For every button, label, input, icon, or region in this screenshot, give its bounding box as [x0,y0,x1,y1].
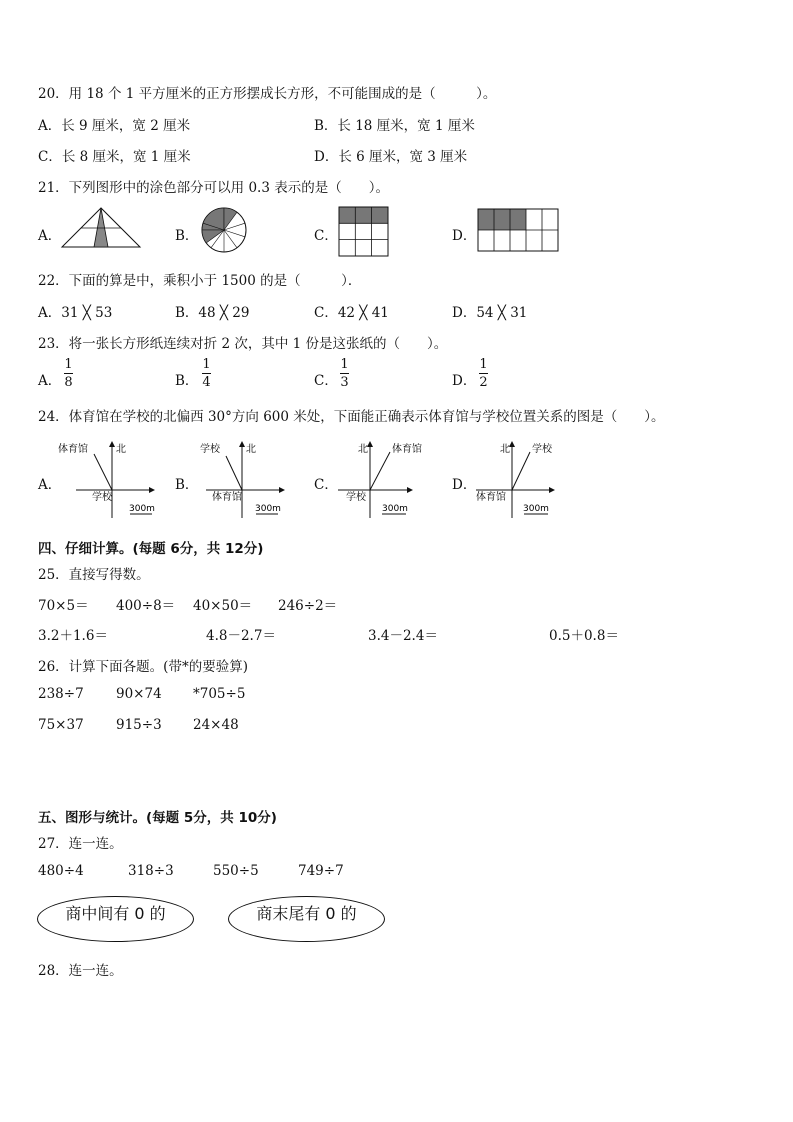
q27-stem: 27．连一连。 [38,836,123,852]
svg-text:体育馆: 体育馆 [58,444,88,455]
q25-item: 3.4－2.4＝ [368,628,438,644]
svg-text:北: 北 [500,444,510,455]
q22-option-d[interactable]: D．54 ╳ 31 [452,305,528,321]
q22-stem: 22．下面的算是中，乘积小于 1500 的是（ ）． [38,273,362,289]
svg-text:学校: 学校 [532,444,552,455]
q24-figure-a [58,438,158,522]
q24-figure-c [336,438,436,522]
svg-text:学校: 学校 [346,492,366,503]
q25-item: 40×50＝ [193,598,253,614]
q26-item: 75×37 [38,717,84,733]
svg-text:北: 北 [246,444,256,455]
svg-text:学校: 学校 [200,444,220,455]
q23-stem: 23．将一张长方形纸连续对折 2 次，其中 1 份是这张纸的（ ）。 [38,336,448,352]
q24-stem: 24．体育馆在学校的北偏西 30°方向 600 米处，下面能正确表示体育馆与学校位置关系的图是（ ）。 [38,409,665,425]
q23-fraction-c: 1 3 [340,357,349,390]
q25-item: 4.8－2.7＝ [206,628,276,644]
q21-stem: 21．下列图形中的涂色部分可以用 0.3 表示的是（ ）。 [38,180,389,196]
q21-option-a[interactable]: A． [38,228,62,244]
q24-option-a[interactable]: A． [38,477,62,493]
q24-figure-b [198,438,298,522]
q26-item: 915÷3 [116,717,162,733]
q22-option-b[interactable]: B．48 ╳ 29 [175,305,250,321]
q28-stem: 28．连一连。 [38,963,123,979]
q21-option-c[interactable]: C． [314,228,338,244]
q27-expression[interactable]: 480÷4 [38,863,84,879]
q23-fraction-d: 1 2 [479,357,488,390]
q23-fraction-b: 1 4 [202,357,211,390]
svg-text:300m: 300m [523,504,549,514]
q26-item: 238÷7 [38,686,84,702]
q24-option-c[interactable]: C． [314,477,338,493]
q21-option-d[interactable]: D． [452,228,477,244]
q25-item: 0.5＋0.8＝ [549,628,619,644]
q23-option-b[interactable]: B． [175,373,199,389]
q27-expression[interactable]: 318÷3 [128,863,174,879]
q24-option-b[interactable]: B． [175,477,199,493]
q27-oval-end-zero[interactable]: 商末尾有 0 的 [228,896,385,942]
q25-item: 246÷2＝ [278,598,338,614]
q22-option-c[interactable]: C．42 ╳ 41 [314,305,389,321]
q27-oval-middle-zero[interactable]: 商中间有 0 的 [37,896,194,942]
q26-stem: 26．计算下面各题。(带*的要验算) [38,659,248,675]
section-4-title: 四、仔细计算。(每题 6分，共 12分) [38,541,264,557]
q24-option-d[interactable]: D． [452,477,477,493]
q20-option-d[interactable]: D．长 6 厘米，宽 3 厘米 [314,149,468,165]
q21-figure-b [200,206,248,254]
svg-text:300m: 300m [382,504,408,514]
q23-option-a[interactable]: A． [38,373,62,389]
svg-text:300m: 300m [129,504,155,514]
q27-expression[interactable]: 749÷7 [298,863,344,879]
q21-figure-d [477,208,561,254]
q26-item: 90×74 [116,686,162,702]
svg-text:学校: 学校 [92,492,112,503]
svg-text:体育馆: 体育馆 [392,444,422,455]
q24-figure-d [474,438,574,522]
q23-fraction-a: 1 8 [64,357,73,390]
q25-item: 3.2＋1.6＝ [38,628,108,644]
svg-text:北: 北 [116,444,126,455]
q26-item: 24×48 [193,717,239,733]
q25-stem: 25．直接写得数。 [38,567,150,583]
svg-text:体育馆: 体育馆 [212,492,242,503]
svg-text:体育馆: 体育馆 [476,492,506,503]
q27-expression[interactable]: 550÷5 [213,863,259,879]
q25-item: 70×5＝ [38,598,89,614]
q23-option-c[interactable]: C． [314,373,338,389]
q20-stem: 20．用 18 个 1 平方厘米的正方形摆成长方形，不可能围成的是（ ）。 [38,86,497,102]
q26-item: *705÷5 [193,686,246,702]
section-5-title: 五、图形与统计。(每题 5分，共 10分) [38,810,277,826]
svg-text:北: 北 [358,444,368,455]
q21-figure-a [60,206,142,250]
q25-item: 400÷8＝ [116,598,176,614]
q21-figure-c [338,206,390,258]
q20-option-b[interactable]: B．长 18 厘米，宽 1 厘米 [314,118,475,134]
q23-option-d[interactable]: D． [452,373,477,389]
q22-option-a[interactable]: A．31 ╳ 53 [38,305,113,321]
q20-option-c[interactable]: C．长 8 厘米，宽 1 厘米 [38,149,191,165]
svg-text:300m: 300m [255,504,281,514]
q21-option-b[interactable]: B． [175,228,199,244]
q20-option-a[interactable]: A．长 9 厘米，宽 2 厘米 [38,118,191,134]
